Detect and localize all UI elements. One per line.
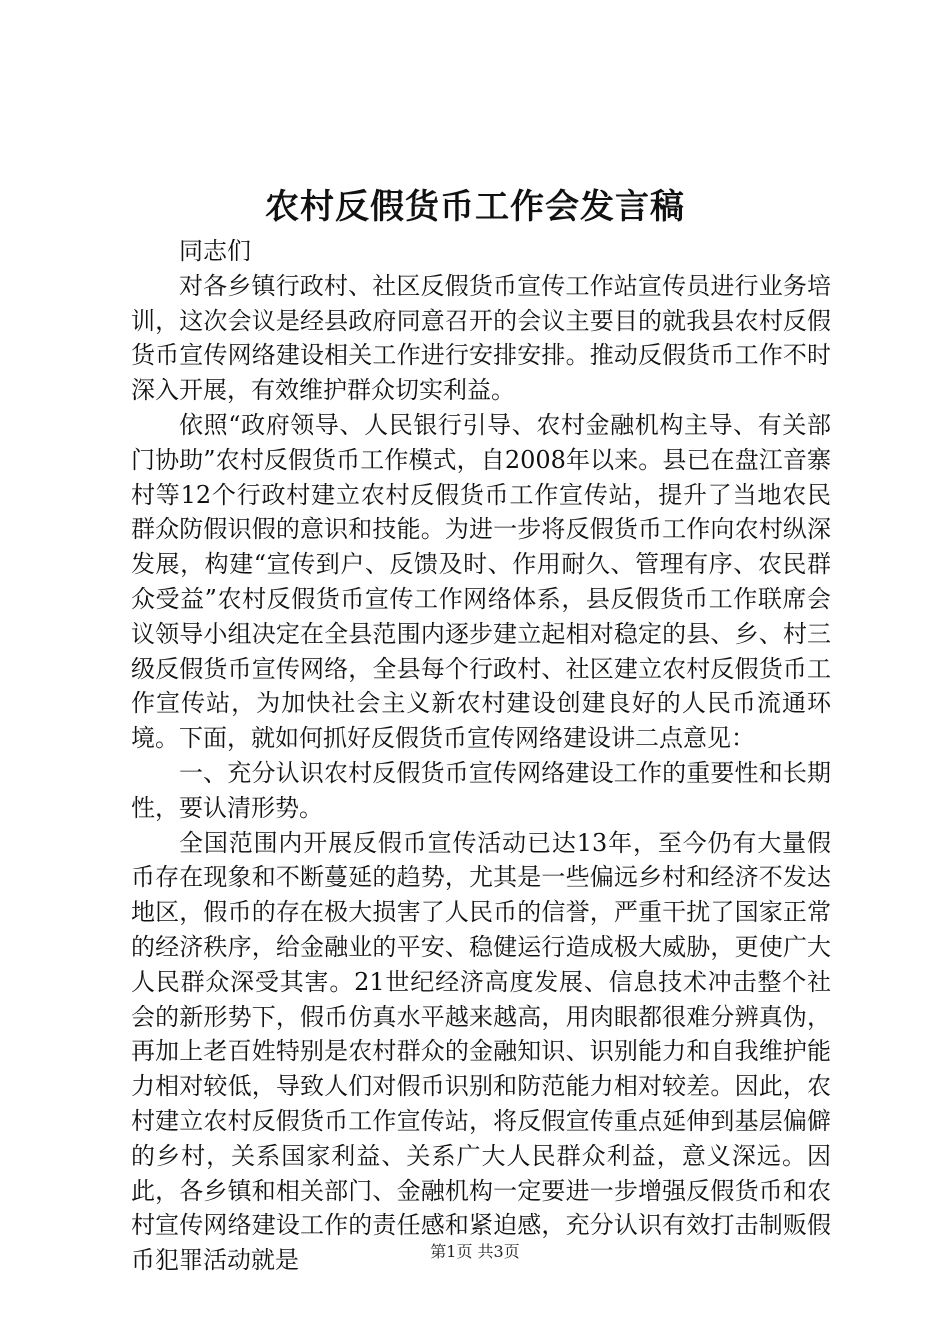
page-footer: 第1页 共3页 [430, 1242, 520, 1261]
document-body [131, 234, 831, 1278]
salutation: 同志们 [179, 237, 251, 265]
paragraph-background: 依照“政府领导、人民银行引导、农村金融机构主导、有关部门协助”农村反假货币工作模式，自2008年以来。县已在盘江音寨村等12个行政村建立农村反假货币工作宣传站，提升了当地农民群众防假识假的意识和技能。为进一步将反假货币工作向农村纵深发展，构建“宣传到户、反馈及时、作用耐久、管理有序、农民群众受益”农村反假货币宣传工作网络体系，县反假货币工作联席会议领导小组决定在全县范围内逐步建立起相对稳定的县、乡、村三级反假货币宣传网络，全县每个行政村、社区建立农村反假货币工作宣传站，为加快社会主义新农村建设创建良好的人民币流通环境。下面，就如何抓好反假货币宣传网络建设讲二点意见： [131, 410, 831, 753]
document-title: 农村反假货币工作会发言稿 [265, 187, 685, 227]
paragraph-situation: 全国范围内开展反假币宣传活动已达13年，至今仍有大量假币存在现象和不断蔓延的趋势，尤其是一些偏远乡村和经济不发达地区，假币的存在极大损害了人民币的信誉，严重干扰了国家正常的经济秩序，给金融业的平安、稳健运行造成极大威胁，更使广大人民群众深受其害。21世纪经济高度发展、信息技术冲击整个社会的新形势下，假币仿真水平越来越高，用肉眼都很难分辨真伪，再加上老百姓特别是农村群众的金融知识、识别能力和自我维护能力相对较低，导致人们对假币识别和防范能力相对较差。因此，农村建立农村反假货币工作宣传站，将反假宣传重点延伸到基层偏僻的乡村，关系国家利益、关系广大人民群众利益，意义深远。因此，各乡镇和相关部门、金融机构一定要进一步增强反假货币和农村宣传网络建设工作的责任感和紧迫感，充分认识有效打击制贩假币犯罪活动就是 [131, 828, 831, 1275]
paragraph-intro: 对各乡镇行政村、社区反假货币宣传工作站宣传员进行业务培训，这次会议是经县政府同意召开的会议主要目的就我县农村反假货币宣传网络建设相关工作进行安排安排。推动反假货币工作不时深入开展，有效维护群众切实利益。 [131, 271, 831, 405]
section-heading-one: 一、充分认识农村反假货币宣传网络建设工作的重要性和长期性，要认清形势。 [131, 758, 831, 822]
